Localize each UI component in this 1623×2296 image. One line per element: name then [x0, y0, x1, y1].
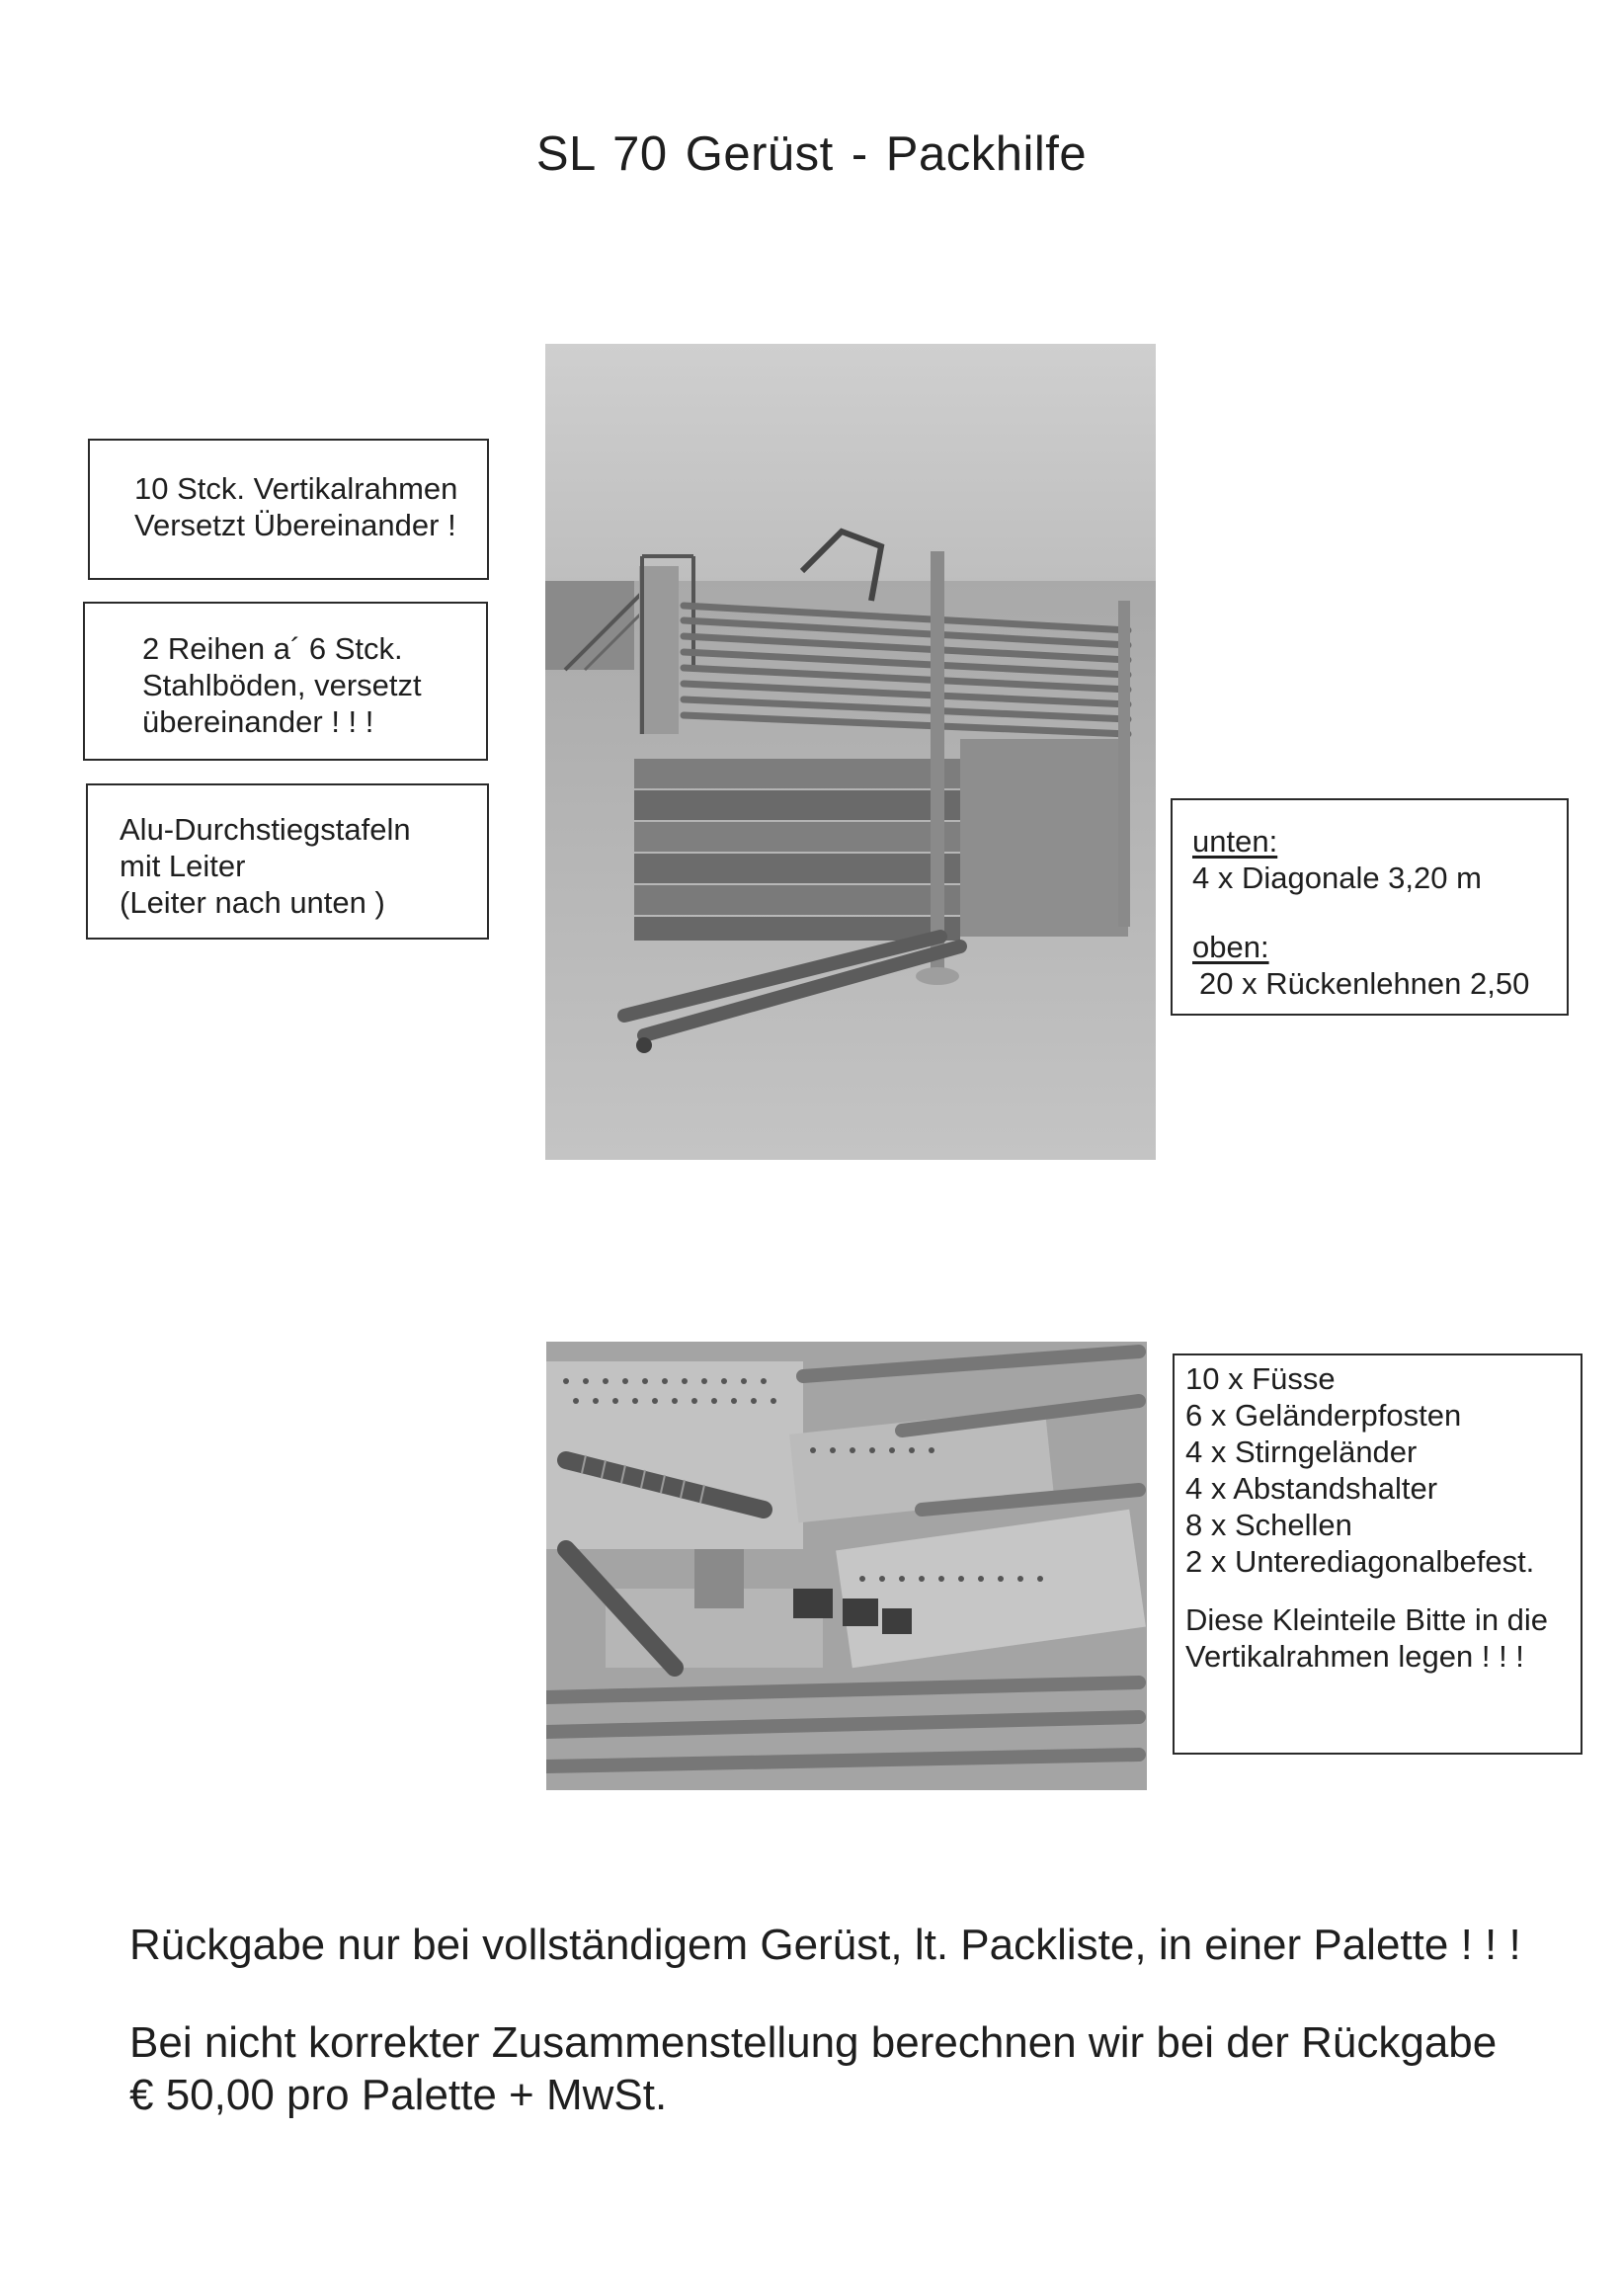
note-line: Versetzt Übereinander !	[134, 508, 456, 542]
note-line: Alu-Durchstiegstafeln	[120, 812, 411, 847]
pallet-illustration	[545, 344, 1156, 1160]
note-vertical-frames	[88, 439, 489, 580]
footer-line: Bei nicht korrekter Zusammenstellung berechnen wir bei der Rückgabe	[129, 2018, 1498, 2067]
note-line: 2 Reihen a´ 6 Stck.	[142, 631, 403, 666]
photo-small-parts	[546, 1342, 1147, 1790]
footer-line: Rückgabe nur bei vollständigem Gerüst, lt. Packliste, in einer Palette ! ! !	[129, 1921, 1521, 1969]
note-line: Stahlböden, versetzt	[142, 668, 422, 702]
note-steel-decks	[83, 602, 488, 761]
page-title: SL 70 Gerüst - Packhilfe	[535, 127, 1088, 181]
note-line: 4 x Diagonale 3,20 m	[1192, 861, 1482, 895]
note-small-parts	[1173, 1353, 1582, 1755]
note-line: mit Leiter	[120, 849, 246, 883]
parts-list-item: 8 x Schellen	[1185, 1508, 1352, 1542]
photo-packed-scaffold-pallet	[545, 344, 1156, 1160]
note-line: Vertikalrahmen legen ! ! !	[1185, 1639, 1524, 1674]
parts-list-item: 2 x Unterediagonalbefest.	[1185, 1544, 1535, 1579]
parts-list-item: 4 x Stirngeländer	[1185, 1435, 1418, 1469]
spacer	[1192, 896, 1567, 929]
note-line: 10 Stck. Vertikalrahmen	[134, 471, 458, 506]
note-line: (Leiter nach unten )	[120, 885, 385, 920]
return-condition-note	[129, 1919, 1521, 1971]
footer-line: € 50,00 pro Palette + MwSt.	[129, 2071, 668, 2119]
parts-illustration	[546, 1342, 1147, 1790]
note-line: 20 x Rückenlehnen 2,50	[1199, 966, 1530, 1001]
parts-list-item: 10 x Füsse	[1185, 1361, 1336, 1396]
parts-list-item: 4 x Abstandshalter	[1185, 1471, 1438, 1506]
note-diagonals-backrests	[1171, 798, 1569, 1016]
note-heading-top: oben:	[1192, 930, 1269, 964]
charge-note	[129, 2016, 1497, 2121]
note-line: übereinander ! ! !	[142, 704, 374, 739]
parts-list-item: 6 x Geländerpfosten	[1185, 1398, 1462, 1433]
note-line: Diese Kleinteile Bitte in die	[1185, 1602, 1549, 1637]
spacer	[1185, 1580, 1581, 1601]
note-alu-hatch-decks	[86, 783, 489, 940]
note-heading-bottom: unten:	[1192, 824, 1278, 859]
